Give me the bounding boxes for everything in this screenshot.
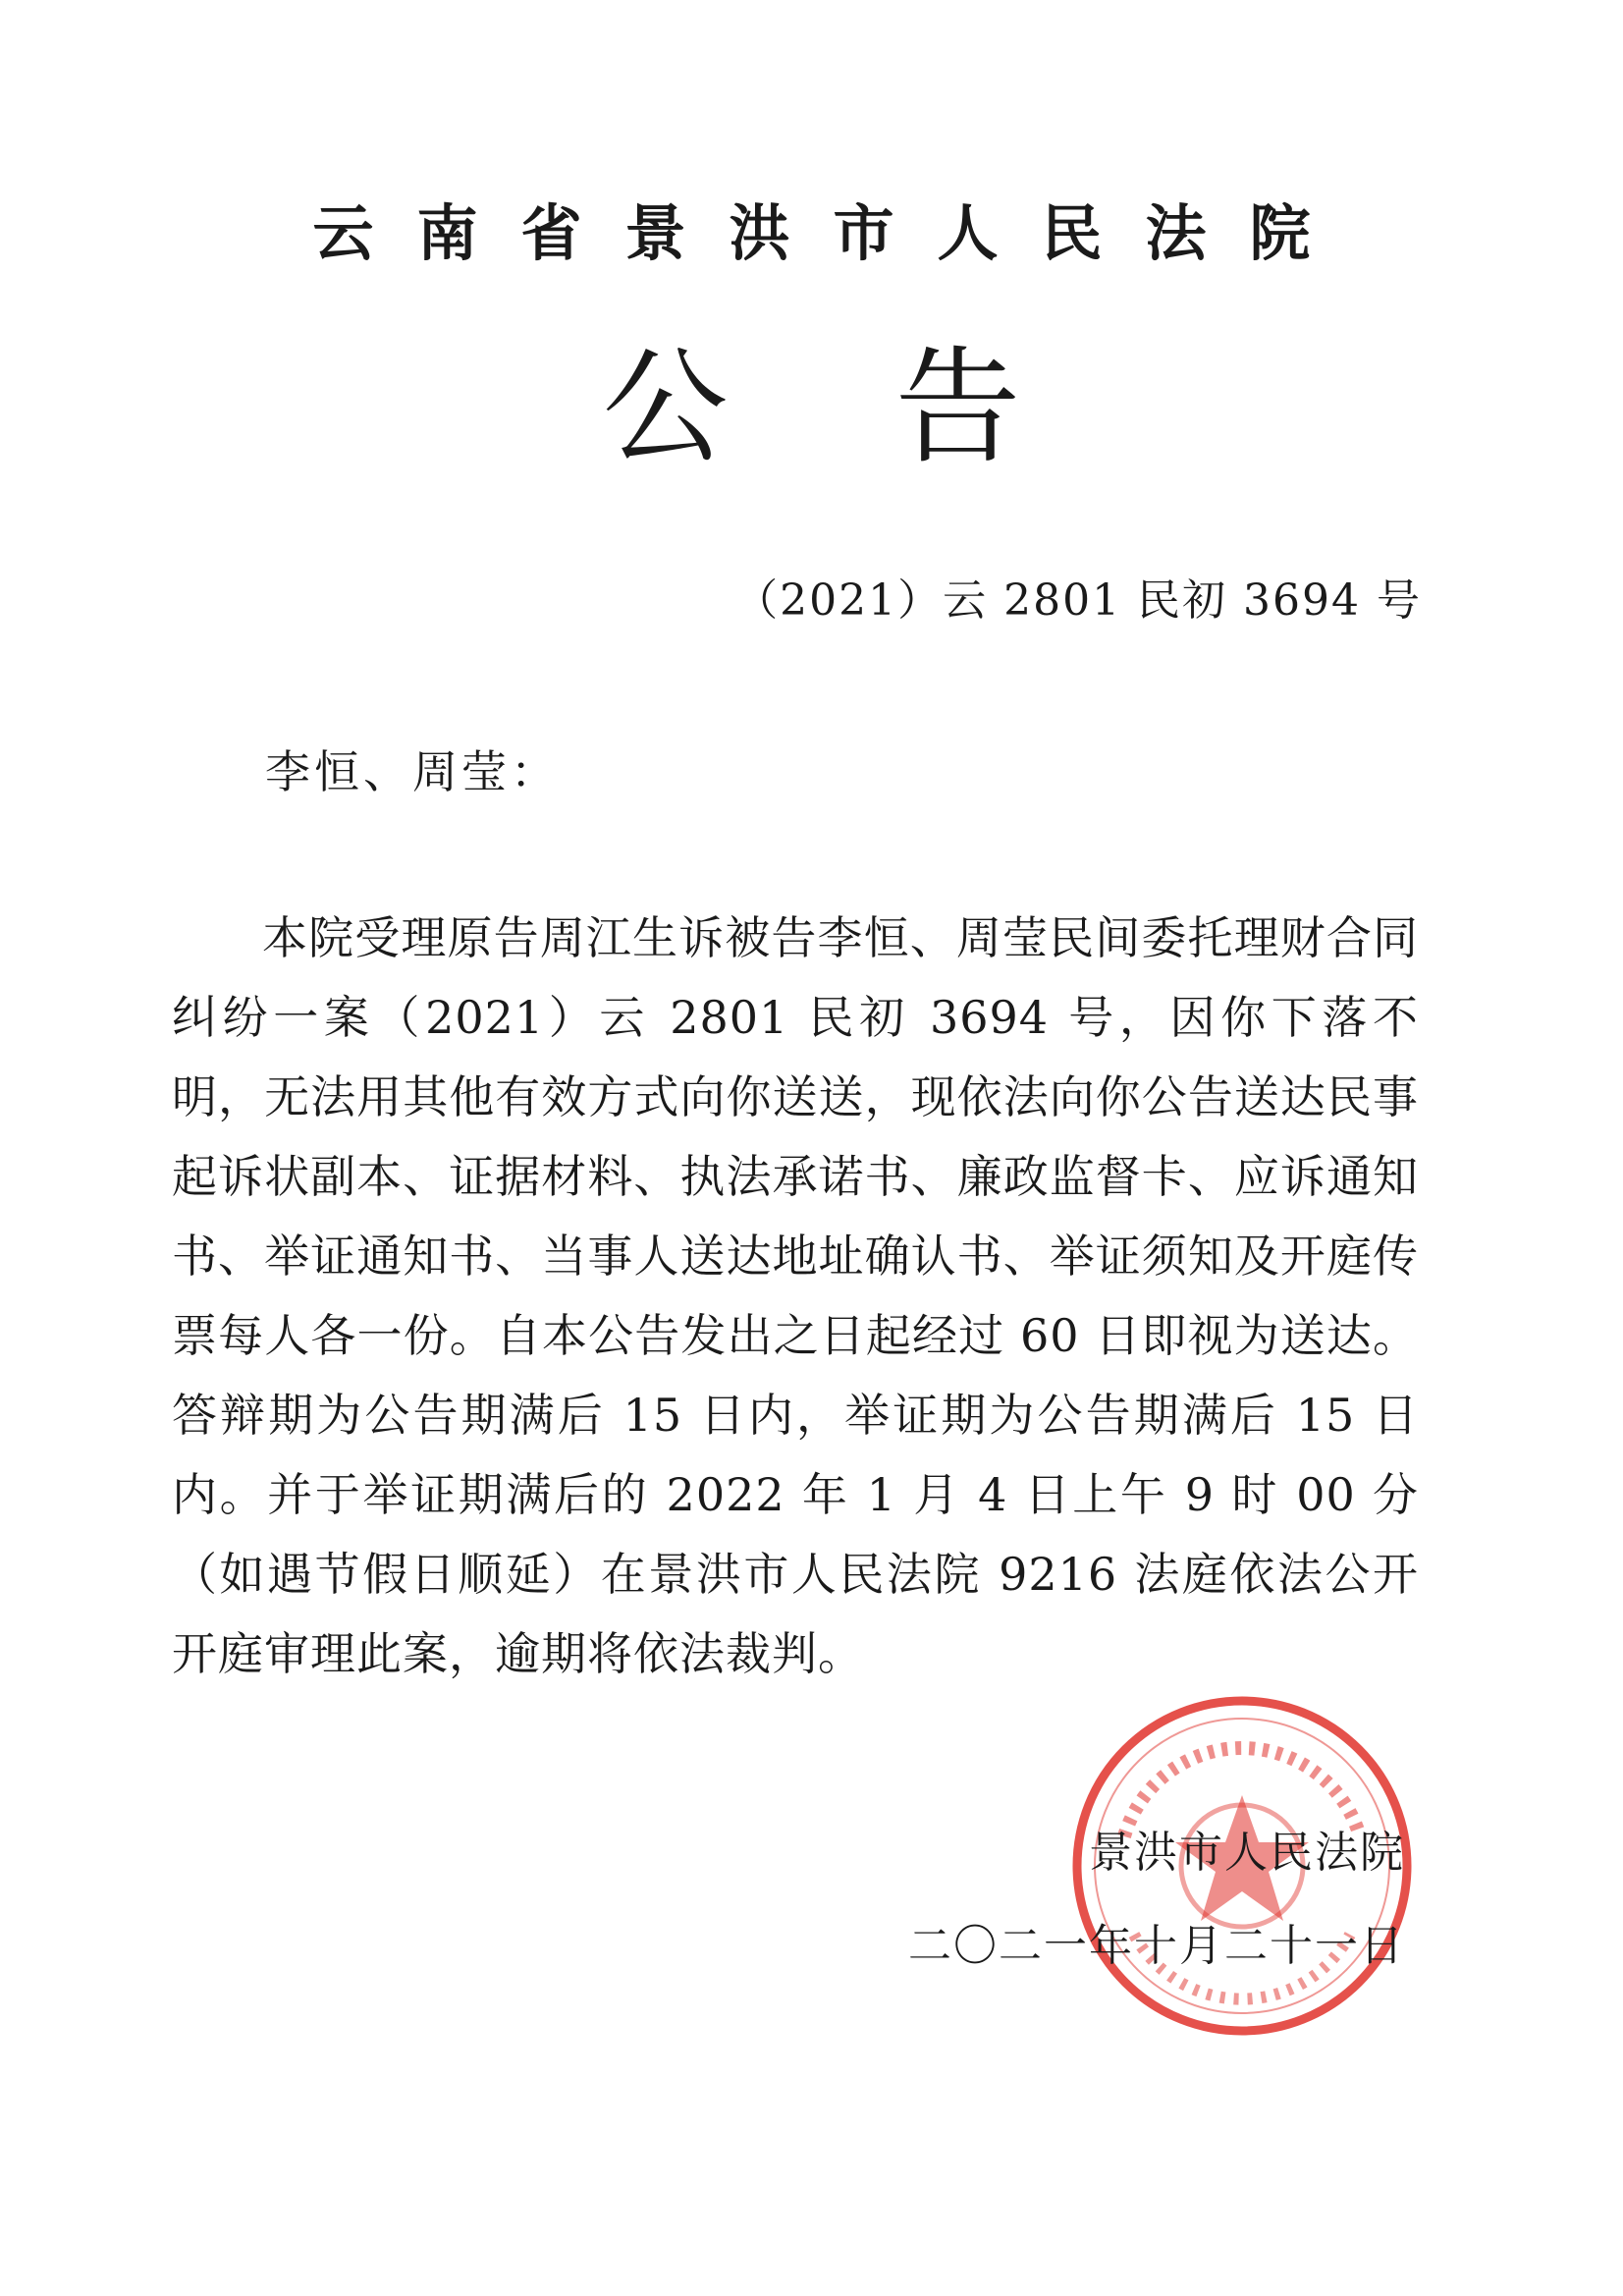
notice-title: 公告	[602, 335, 1188, 481]
court-name-heading: 云南省景洪市人民法院	[312, 197, 1354, 269]
case-number: （2021）云 2801 民初 3694 号	[734, 575, 1422, 626]
signature-date: 二〇二一年十月二十一日	[908, 1921, 1405, 1971]
notice-body: 本院受理原告周江生诉被告李恒、周莹民间委托理财合同纠纷一案（2021）云 2801 民初 3694 号，因你下落不明，无法用其他有效方式向你送送，现依法向你公告送达民事起诉状副本、证据材料、执法承诺书、廉政监督卡、应诉通知书、举证通知书、当事人送达地址确认书、举证须知及开庭传票每人各一份。自本公告发出之日起经过 60 日即视为送达。答辩期为公告期满后 15 日内，举证期为公告期满后 15 日内。并于举证期满后的 2022 年 1 月 4 日上午 9 时 00 分（如遇节假日顺延）在景洪市人民法院 9216 法庭依法公开开庭审理此案，逾期将依法裁判。	[172, 911, 1419, 1680]
addressee: 李恒、周莹：	[265, 745, 560, 798]
signature-court: 景洪市人民法院	[1089, 1828, 1405, 1878]
